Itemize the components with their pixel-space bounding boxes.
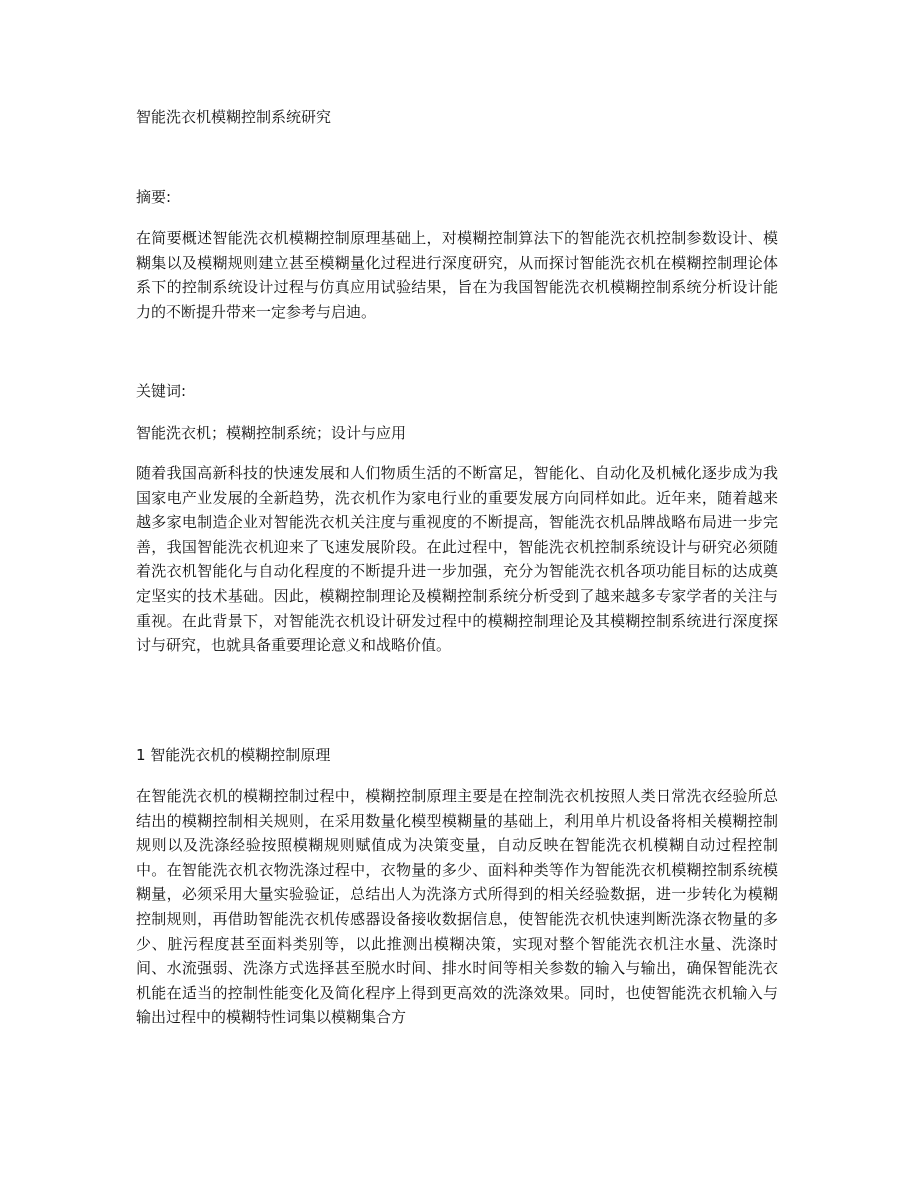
intro-paragraph: 随着我国高新科技的快速发展和人们物质生活的不断富足，智能化、自动化及机械化逐步成为我国家电产业发展的全新趋势，洗衣机作为家电行业的重要发展方向同样如此。近年来，随着越来越多家电制造企业对智能洗衣机关注度与重视度的不断提高，智能洗衣机品牌战略布局进一步完善，我国智能洗衣机迎来了飞速发展阶段。在此过程中，智能洗衣机控制系统设计与研究必须随着洗衣机智能化与自动化程度的不断提升进一步加强，充分为智能洗衣机各项功能目标的达成奠定坚实的技术基础。因此，模糊控制理论及模糊控制系统分析受到了越来越多专家学者的关注与重视。在此背景下，对智能洗衣机设计研发过程中的模糊控制理论及其模糊控制系统进行深度探讨与研究，也就具备重要理论意义和战略价值。	[136, 464, 778, 655]
section-1-body: 在智能洗衣机的模糊控制过程中，模糊控制原理主要是在控制洗衣机按照人类日常洗衣经验所总结出的模糊控制相关规则，在采用数量化模型模糊量的基础上，利用单片机设备将相关模糊控制规则以及洗涤经验按照模糊规则赋值成为决策变量，自动反映在智能洗衣机模糊自动过程控制中。在智能洗衣机衣物洗涤过程中，衣物量的多少、面料种类等作为智能洗衣机模糊控制系统模糊量，必须采用大量实验验证，总结出人为洗涤方式所得到的相关经验数据，进一步转化为模糊控制规则，再借助智能洗衣机传感器设备接收数据信息，使智能洗衣机快速判断洗涤衣物量的多少、脏污程度甚至面料类别等，以此推测出模糊决策，实现对整个智能洗衣机注水量、洗涤时间、水流强弱、洗涤方式选择甚至脱水时间、排水时间等相关参数的输入与输出，确保智能洗衣机能在适当的控制性能变化及简化程序上得到更高效的洗涤效果。同时，也使智能洗衣机输入与输出过程中的模糊特性词集以模糊集合方	[136, 787, 778, 1027]
keywords-text: 智能洗衣机；模糊控制系统；设计与应用	[136, 424, 407, 442]
document-title: 智能洗衣机模糊控制系统研究	[136, 108, 332, 126]
keywords-label: 关键词:	[136, 382, 187, 400]
section-1-heading: 1 智能洗衣机的模糊控制原理	[136, 746, 331, 764]
abstract-text: 在简要概述智能洗衣机模糊控制原理基础上，对模糊控制算法下的智能洗衣机控制参数设计、模糊集以及模糊规则建立甚至模糊量化过程进行深度研究，从而探讨智能洗衣机在模糊控制理论体系下的控制系统设计过程与仿真应用试验结果，旨在为我国智能洗衣机模糊控制系统分析设计能力的不断提升带来一定参考与启迪。	[136, 229, 778, 321]
abstract-label: 摘要:	[136, 188, 172, 206]
